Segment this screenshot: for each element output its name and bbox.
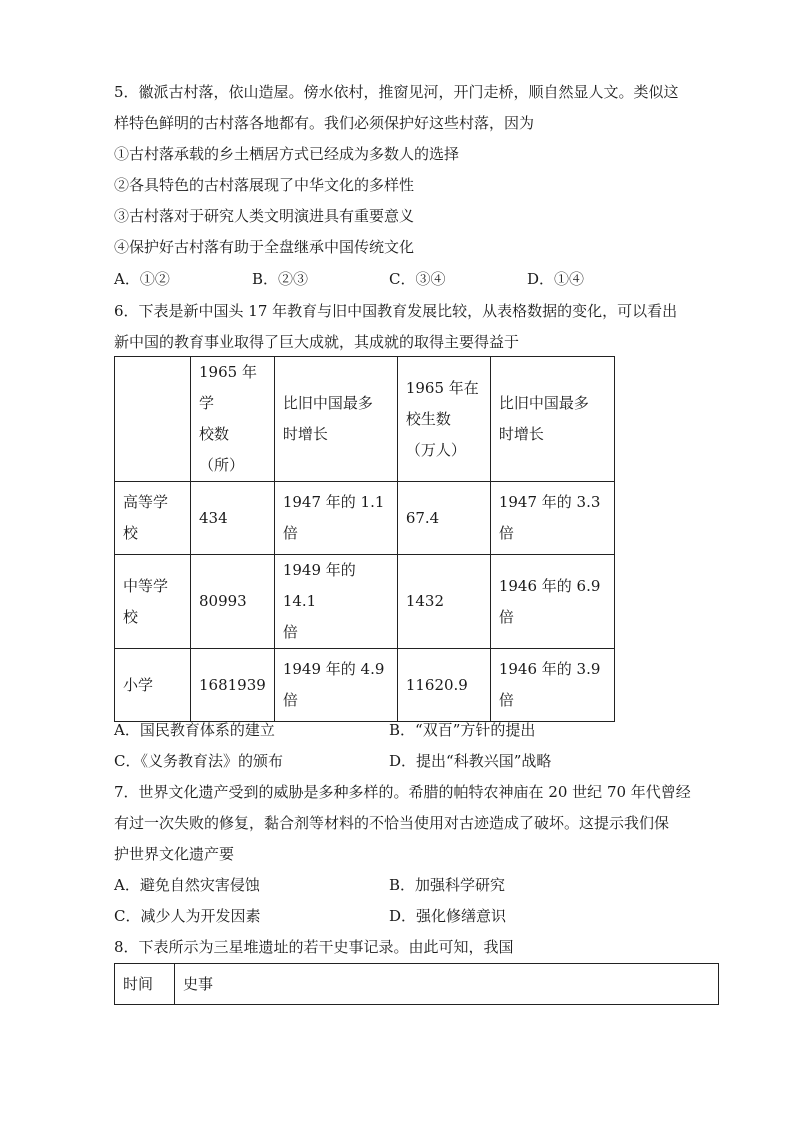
- q8-stem-line1: 8．下表所示为三星堆遗址的若干史事记录。由此可知，我国: [114, 938, 514, 956]
- q7-stem-line3: 护世界文化遗产要: [114, 845, 235, 863]
- q5-option-a[interactable]: A．①②: [114, 270, 170, 288]
- q5-item-1: ①古村落承载的乡土栖居方式已经成为多数人的选择: [114, 145, 460, 163]
- table-header-row: [115, 964, 719, 1005]
- table-header-cell: 1965 年学 校数 （所）: [191, 357, 275, 482]
- table-cell: 小学: [115, 649, 191, 722]
- table-header-row: [115, 357, 615, 482]
- q7-option-c[interactable]: C．减少人为开发因素: [114, 907, 261, 925]
- table-cell: 1432: [397, 555, 490, 649]
- table-header-cell: 比旧中国最多 时增长: [274, 357, 397, 482]
- table-row: [115, 555, 615, 649]
- q7-stem-line2: 有过一次失败的修复，黏合剂等材料的不恰当使用对古迹造成了破坏。这提示我们保: [114, 814, 670, 832]
- table-header-cell: 比旧中国最多 时增长: [490, 357, 614, 482]
- table-cell: 1681939: [191, 649, 275, 722]
- table-cell: 80993: [191, 555, 275, 649]
- q5-option-b[interactable]: B．②③: [252, 270, 309, 288]
- table-cell: 中等学 校: [115, 555, 191, 649]
- q6-option-d[interactable]: D．提出“科教兴国”战略: [389, 752, 552, 770]
- q7-option-a[interactable]: A．避免自然灾害侵蚀: [114, 876, 260, 894]
- q5-stem-line2: 样特色鲜明的古村落各地都有。我们必须保护好这些村落，因为: [114, 114, 535, 132]
- table-header-cell: 1965 年在 校生数 （万人）: [397, 357, 490, 482]
- q5-option-c[interactable]: C．③④: [389, 270, 446, 288]
- q5-item-4: ④保护好古村落有助于全盘继承中国传统文化: [114, 238, 415, 256]
- table-header-cell: 史事: [175, 964, 719, 1005]
- q6-option-a[interactable]: A．国民教育体系的建立: [114, 721, 275, 739]
- q6-stem-line2: 新中国的教育事业取得了巨大成就，其成就的取得主要得益于: [114, 333, 520, 351]
- table-cell: 1947 年的 3.3 倍: [490, 482, 614, 555]
- q6-option-c[interactable]: C．《义务教育法》的颁布: [114, 752, 283, 770]
- table-cell: 1946 年的 3.9 倍: [490, 649, 614, 722]
- table-cell: 1947 年的 1.1 倍: [274, 482, 397, 555]
- q5-item-2: ②各具特色的古村落展现了中华文化的多样性: [114, 176, 415, 194]
- sanxingdui-table: [114, 963, 719, 1005]
- q5-option-d[interactable]: D．①④: [527, 270, 585, 288]
- table-cell: 11620.9: [397, 649, 490, 722]
- q5-stem-line1: 5．徽派古村落，依山造屋。傍水依村，推窗见河，开门走桥，顺自然显人文。类似这: [114, 83, 679, 101]
- table-cell: 67.4: [397, 482, 490, 555]
- q7-option-d[interactable]: D．强化修缮意识: [389, 907, 507, 925]
- education-comparison-table: [114, 356, 615, 722]
- table-header-cell: [115, 357, 191, 482]
- q6-stem-line1: 6．下表是新中国头 17 年教育与旧中国教育发展比较，从表格数据的变化，可以看出: [114, 302, 678, 320]
- table-cell: 1949 年的 14.1 倍: [274, 555, 397, 649]
- table-row: [115, 649, 615, 722]
- table-cell: 434: [191, 482, 275, 555]
- q5-item-3: ③古村落对于研究人类文明演进具有重要意义: [114, 207, 415, 225]
- table-cell: 1946 年的 6.9 倍: [490, 555, 614, 649]
- q7-stem-line1: 7．世界文化遗产受到的威胁是多种多样的。希腊的帕特农神庙在 20 世纪 70 年代曾经: [114, 783, 691, 801]
- table-cell: 高等学 校: [115, 482, 191, 555]
- table-row: [115, 482, 615, 555]
- table-cell: 1949 年的 4.9 倍: [274, 649, 397, 722]
- table-header-cell: 时间: [115, 964, 175, 1005]
- q7-option-b[interactable]: B．加强科学研究: [389, 876, 506, 894]
- q6-option-b[interactable]: B．“双百”方针的提出: [389, 721, 536, 739]
